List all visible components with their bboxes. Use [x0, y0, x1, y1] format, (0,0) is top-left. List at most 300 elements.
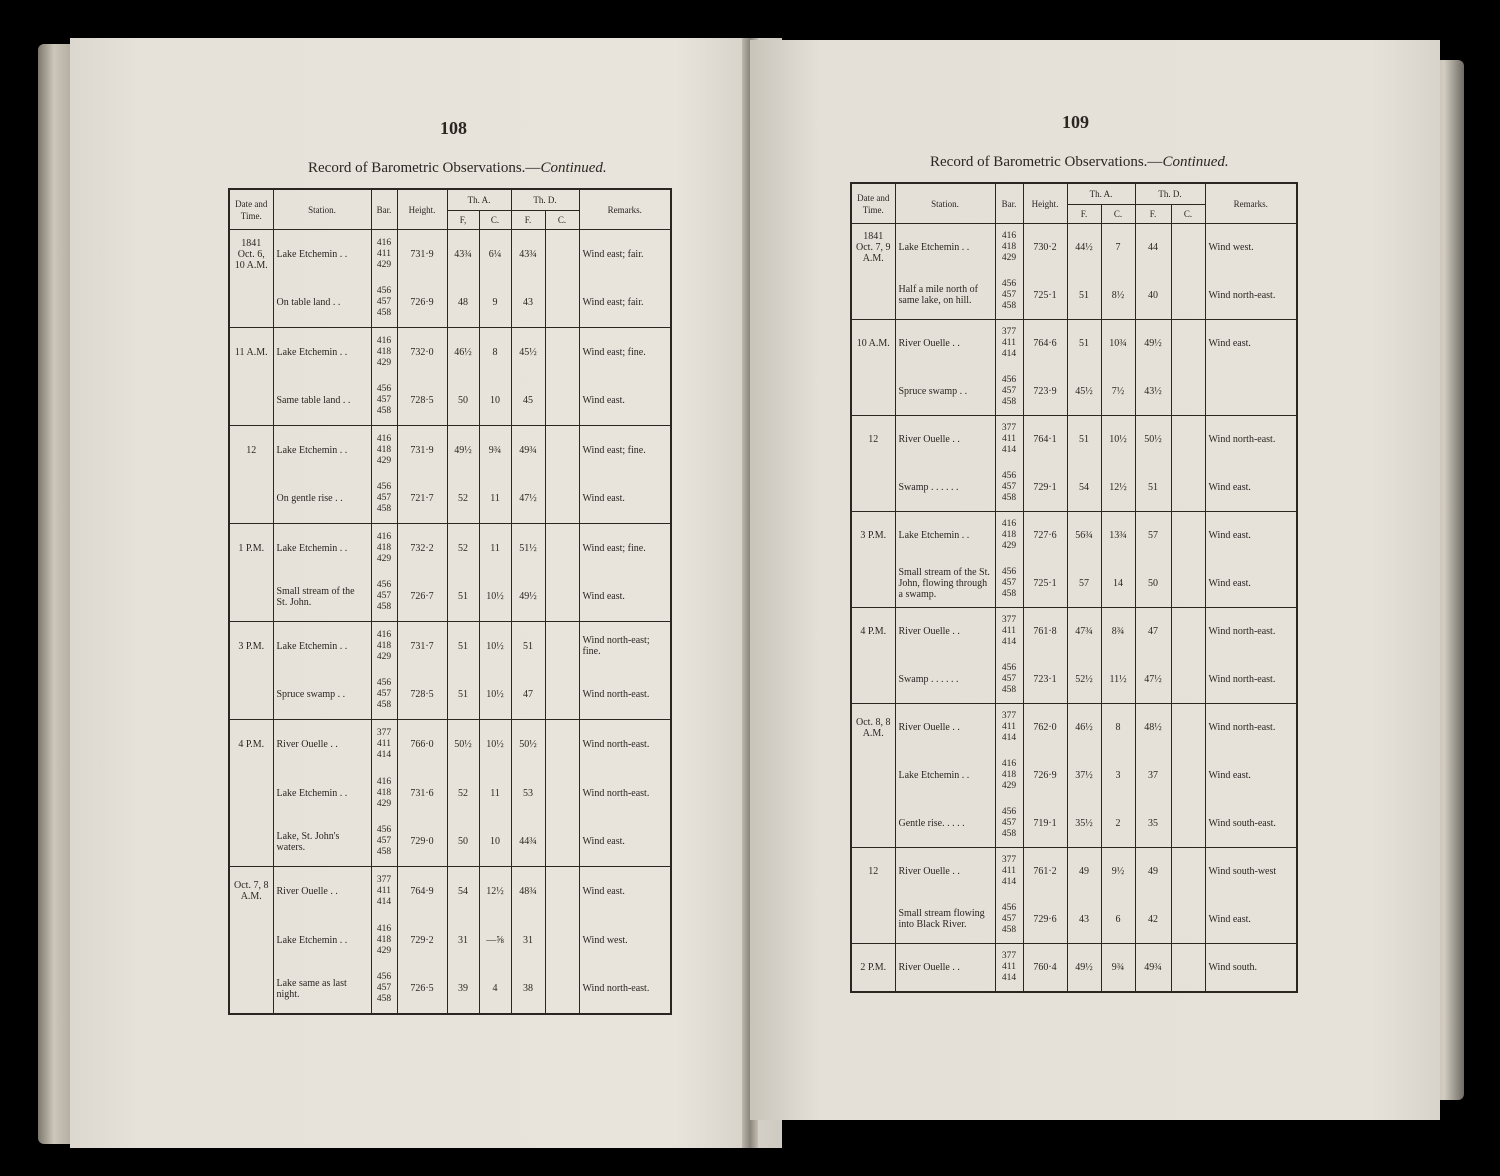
col-remarks: Remarks. [579, 189, 671, 230]
date-time-cell: 4 P.M. [229, 720, 273, 769]
table-row [851, 368, 1297, 416]
col-th-d-c: C. [545, 211, 579, 230]
height-cell: 728·5 [397, 671, 447, 720]
remarks-cell: Wind north-east. [579, 965, 671, 1014]
th-d-c-cell [1171, 608, 1205, 656]
page-right [750, 40, 1440, 1120]
bar-cell: 456 457 458 [995, 800, 1023, 848]
th-d-c-cell [1171, 848, 1205, 896]
station-cell: Lake same as last night. [273, 965, 371, 1014]
date-time-cell: 1841 Oct. 7, 9 A.M. [851, 224, 895, 272]
height-cell: 732·2 [397, 524, 447, 573]
remarks-cell: Wind north-east. [1205, 416, 1297, 464]
remarks-cell: Wind east. [1205, 320, 1297, 368]
th-a-f-cell: 49½ [447, 426, 479, 475]
th-a-c-cell: 4 [479, 965, 511, 1014]
remarks-cell: Wind east; fine. [579, 328, 671, 377]
date-time-cell [229, 671, 273, 720]
th-d-f-cell: 49 [1135, 848, 1171, 896]
th-d-c-cell [545, 573, 579, 622]
th-a-f-cell: 35½ [1067, 800, 1101, 848]
th-d-c-cell [545, 818, 579, 867]
height-cell: 726·9 [397, 279, 447, 328]
col-th-a: Th. A. [1067, 183, 1135, 205]
bar-cell: 456 457 458 [371, 475, 397, 524]
bar-cell: 416 418 429 [371, 622, 397, 671]
remarks-cell: Wind east. [579, 867, 671, 916]
table-row [851, 464, 1297, 512]
th-a-f-cell: 57 [1067, 560, 1101, 608]
table-row [851, 608, 1297, 656]
th-a-c-cell: 8 [479, 328, 511, 377]
height-cell: 729·1 [1023, 464, 1067, 512]
th-d-f-cell: 47 [1135, 608, 1171, 656]
height-cell: 721·7 [397, 475, 447, 524]
remarks-cell: Wind east. [1205, 896, 1297, 944]
th-a-c-cell: 10 [479, 377, 511, 426]
col-th-d-f: F. [1135, 205, 1171, 224]
station-cell: Small stream of the St. John. [273, 573, 371, 622]
th-d-c-cell [545, 916, 579, 965]
th-a-c-cell: 10½ [479, 671, 511, 720]
station-cell: Lake Etchemin . . [895, 752, 995, 800]
table-row [229, 916, 671, 965]
th-d-f-cell: 37 [1135, 752, 1171, 800]
th-a-f-cell: 37½ [1067, 752, 1101, 800]
th-d-f-cell: 50½ [1135, 416, 1171, 464]
th-a-c-cell: 7 [1101, 224, 1135, 272]
th-a-f-cell: 51 [447, 671, 479, 720]
th-d-f-cell: 47½ [1135, 656, 1171, 704]
bar-cell: 416 418 429 [371, 328, 397, 377]
th-d-c-cell [1171, 464, 1205, 512]
th-d-f-cell: 51 [1135, 464, 1171, 512]
bar-cell: 456 457 458 [995, 464, 1023, 512]
col-th-d-c: C. [1171, 205, 1205, 224]
th-d-f-cell: 49¾ [1135, 944, 1171, 992]
date-time-cell: 12 [229, 426, 273, 475]
th-a-f-cell: 46½ [447, 328, 479, 377]
table-row [229, 524, 671, 573]
height-cell: 728·5 [397, 377, 447, 426]
col-height: Height. [1023, 183, 1067, 224]
height-cell: 731·6 [397, 769, 447, 818]
page-left [70, 38, 782, 1148]
bar-cell: 456 457 458 [371, 818, 397, 867]
th-a-c-cell: 7½ [1101, 368, 1135, 416]
th-d-c-cell [1171, 752, 1205, 800]
station-cell: Lake Etchemin . . [273, 524, 371, 573]
date-time-cell: 12 [851, 848, 895, 896]
date-time-cell: 3 P.M. [229, 622, 273, 671]
station-cell: River Ouelle . . [895, 704, 995, 752]
table-row [229, 671, 671, 720]
th-d-f-cell: 53 [511, 769, 545, 818]
remarks-cell: Wind west. [1205, 224, 1297, 272]
remarks-cell: Wind east. [1205, 752, 1297, 800]
col-bar: Bar. [371, 189, 397, 230]
th-d-c-cell [545, 524, 579, 573]
col-th-a: Th. A. [447, 189, 511, 211]
th-a-c-cell: 2 [1101, 800, 1135, 848]
th-a-c-cell: 10½ [479, 622, 511, 671]
th-d-f-cell: 48¾ [511, 867, 545, 916]
height-cell: 732·0 [397, 328, 447, 377]
table-row [851, 944, 1297, 992]
th-d-f-cell: 43 [511, 279, 545, 328]
th-d-c-cell [1171, 800, 1205, 848]
th-a-c-cell: 9 [479, 279, 511, 328]
page-number: 109 [1062, 112, 1089, 132]
height-cell: 723·1 [1023, 656, 1067, 704]
station-cell: Swamp . . . . . . [895, 656, 995, 704]
th-a-c-cell: 9½ [1101, 848, 1135, 896]
station-cell: Small stream of the St. John, flowing through a swamp. [895, 560, 995, 608]
th-a-c-cell: 6 [1101, 896, 1135, 944]
remarks-cell: Wind east; fair. [579, 279, 671, 328]
remarks-cell: Wind north-east. [1205, 704, 1297, 752]
open-book [30, 30, 1470, 1165]
station-cell: River Ouelle . . [895, 944, 995, 992]
remarks-cell: Wind south-east. [1205, 800, 1297, 848]
height-cell: 729·6 [1023, 896, 1067, 944]
station-cell: Lake Etchemin . . [273, 622, 371, 671]
th-a-f-cell: 51 [1067, 320, 1101, 368]
bar-cell: 377 411 414 [995, 848, 1023, 896]
date-time-cell [851, 656, 895, 704]
date-time-cell [229, 818, 273, 867]
th-a-c-cell: 9¾ [479, 426, 511, 475]
station-cell: River Ouelle . . [895, 608, 995, 656]
th-d-c-cell [545, 867, 579, 916]
height-cell: 726·5 [397, 965, 447, 1014]
th-a-c-cell: 10½ [479, 720, 511, 769]
th-d-c-cell [1171, 560, 1205, 608]
station-cell: Same table land . . [273, 377, 371, 426]
th-a-f-cell: 39 [447, 965, 479, 1014]
th-d-c-cell [545, 720, 579, 769]
station-cell: Half a mile north of same lake, on hill. [895, 272, 995, 320]
date-time-cell: 12 [851, 416, 895, 464]
th-a-c-cell: 13¾ [1101, 512, 1135, 560]
date-time-cell [229, 573, 273, 622]
table-row [851, 560, 1297, 608]
th-a-f-cell: 31 [447, 916, 479, 965]
table-row [229, 965, 671, 1014]
date-time-cell: 11 A.M. [229, 328, 273, 377]
station-cell: Lake Etchemin . . [895, 512, 995, 560]
th-a-f-cell: 51 [447, 573, 479, 622]
station-cell: Lake Etchemin . . [273, 230, 371, 279]
date-time-cell [851, 752, 895, 800]
station-cell: Small stream flowing into Black River. [895, 896, 995, 944]
th-a-c-cell: 8½ [1101, 272, 1135, 320]
height-cell: 726·7 [397, 573, 447, 622]
remarks-cell: Wind north-east. [1205, 608, 1297, 656]
th-d-c-cell [545, 230, 579, 279]
th-d-f-cell: 35 [1135, 800, 1171, 848]
th-a-c-cell: 11½ [1101, 656, 1135, 704]
station-cell: River Ouelle . . [273, 720, 371, 769]
th-d-f-cell: 50 [1135, 560, 1171, 608]
th-d-c-cell [545, 475, 579, 524]
table-row [851, 656, 1297, 704]
table-row [229, 328, 671, 377]
th-a-c-cell: 10¾ [1101, 320, 1135, 368]
station-cell: River Ouelle . . [895, 320, 995, 368]
table-row [229, 475, 671, 524]
table-row [851, 416, 1297, 464]
col-station: Station. [273, 189, 371, 230]
bar-cell: 416 418 429 [371, 426, 397, 475]
station-cell: Lake, St. John's waters. [273, 818, 371, 867]
date-time-cell [851, 464, 895, 512]
th-d-f-cell: 48½ [1135, 704, 1171, 752]
height-cell: 762·0 [1023, 704, 1067, 752]
remarks-cell: Wind east. [579, 818, 671, 867]
height-cell: 727·6 [1023, 512, 1067, 560]
remarks-cell: Wind north-east. [1205, 272, 1297, 320]
bar-cell: 416 418 429 [995, 752, 1023, 800]
th-d-f-cell: 57 [1135, 512, 1171, 560]
th-a-f-cell: 51 [1067, 416, 1101, 464]
th-d-f-cell: 40 [1135, 272, 1171, 320]
th-d-f-cell: 51 [511, 622, 545, 671]
date-time-cell [851, 560, 895, 608]
th-d-c-cell [545, 965, 579, 1014]
th-d-f-cell: 38 [511, 965, 545, 1014]
bar-cell: 416 418 429 [995, 224, 1023, 272]
remarks-cell: Wind north-east. [1205, 656, 1297, 704]
bar-cell: 377 411 414 [371, 867, 397, 916]
col-th-a-c: C. [479, 211, 511, 230]
bar-cell: 456 457 458 [371, 965, 397, 1014]
page-title: Record of Barometric Observations.—Continued. [308, 160, 607, 176]
col-th-a-f: F. [1067, 205, 1101, 224]
table-row [851, 800, 1297, 848]
date-time-cell [229, 279, 273, 328]
remarks-cell: Wind north-east. [579, 720, 671, 769]
col-th-d-f: F. [511, 211, 545, 230]
table-row [851, 704, 1297, 752]
height-cell: 760·4 [1023, 944, 1067, 992]
height-cell: 729·0 [397, 818, 447, 867]
remarks-cell: Wind west. [579, 916, 671, 965]
height-cell: 766·0 [397, 720, 447, 769]
page-number: 108 [440, 118, 467, 138]
bar-cell: 377 411 414 [995, 416, 1023, 464]
th-d-c-cell [545, 377, 579, 426]
bar-cell: 377 411 414 [371, 720, 397, 769]
station-cell: River Ouelle . . [273, 867, 371, 916]
height-cell: 725·1 [1023, 560, 1067, 608]
station-cell: River Ouelle . . [895, 416, 995, 464]
th-a-c-cell: 6¼ [479, 230, 511, 279]
th-a-c-cell: 11 [479, 769, 511, 818]
table-row [851, 272, 1297, 320]
th-d-c-cell [1171, 224, 1205, 272]
height-cell: 725·1 [1023, 272, 1067, 320]
th-a-f-cell: 56¾ [1067, 512, 1101, 560]
remarks-cell: Wind south. [1205, 944, 1297, 992]
th-a-c-cell: 10½ [479, 573, 511, 622]
station-cell: Spruce swamp . . [895, 368, 995, 416]
remarks-cell: Wind north-east; fine. [579, 622, 671, 671]
table-row [229, 426, 671, 475]
table-row [851, 848, 1297, 896]
th-d-f-cell: 47 [511, 671, 545, 720]
date-time-cell [851, 896, 895, 944]
th-a-c-cell: 3 [1101, 752, 1135, 800]
th-d-c-cell [545, 769, 579, 818]
station-cell: River Ouelle . . [895, 848, 995, 896]
date-time-cell: 3 P.M. [851, 512, 895, 560]
bar-cell: 456 457 458 [995, 656, 1023, 704]
height-cell: 726·9 [1023, 752, 1067, 800]
bar-cell: 377 411 414 [995, 704, 1023, 752]
date-time-cell: 2 P.M. [851, 944, 895, 992]
table-row [229, 769, 671, 818]
th-d-f-cell: 45 [511, 377, 545, 426]
page-title: Record of Barometric Observations.—Continued. [930, 154, 1229, 170]
col-th-d: Th. D. [1135, 183, 1205, 205]
height-cell: 761·8 [1023, 608, 1067, 656]
date-time-cell: 10 A.M. [851, 320, 895, 368]
table-row [229, 279, 671, 328]
height-cell: 729·2 [397, 916, 447, 965]
bar-cell: 456 457 458 [371, 671, 397, 720]
station-cell: Lake Etchemin . . [273, 769, 371, 818]
station-cell: On table land . . [273, 279, 371, 328]
col-height: Height. [397, 189, 447, 230]
height-cell: 730·2 [1023, 224, 1067, 272]
bar-cell: 416 418 429 [995, 512, 1023, 560]
remarks-cell: Wind east. [1205, 464, 1297, 512]
height-cell: 731·9 [397, 230, 447, 279]
remarks-cell: Wind east. [579, 377, 671, 426]
col-remarks: Remarks. [1205, 183, 1297, 224]
th-a-f-cell: 50 [447, 377, 479, 426]
bar-cell: 456 457 458 [995, 368, 1023, 416]
remarks-cell: Wind north-east. [579, 671, 671, 720]
table-row [229, 720, 671, 769]
th-d-c-cell [545, 426, 579, 475]
date-time-cell [229, 475, 273, 524]
height-cell: 764·9 [397, 867, 447, 916]
remarks-cell: Wind east; fine. [579, 524, 671, 573]
remarks-cell: Wind east; fine. [579, 426, 671, 475]
station-cell: Gentle rise. . . . . [895, 800, 995, 848]
date-time-cell: Oct. 7, 8 A.M. [229, 867, 273, 916]
th-a-c-cell: —⅝ [479, 916, 511, 965]
th-a-f-cell: 51 [1067, 272, 1101, 320]
bar-cell: 456 457 458 [371, 573, 397, 622]
th-a-f-cell: 51 [447, 622, 479, 671]
date-time-cell: 1841 Oct. 6, 10 A.M. [229, 230, 273, 279]
th-a-f-cell: 44½ [1067, 224, 1101, 272]
station-cell: On gentle rise . . [273, 475, 371, 524]
observations-table [850, 182, 1298, 993]
remarks-cell: Wind east. [579, 573, 671, 622]
date-time-cell [229, 769, 273, 818]
th-a-f-cell: 43¾ [447, 230, 479, 279]
th-a-f-cell: 47¾ [1067, 608, 1101, 656]
col-date-time: Date and Time. [229, 189, 273, 230]
bar-cell: 456 457 458 [995, 560, 1023, 608]
th-d-f-cell: 44 [1135, 224, 1171, 272]
th-d-f-cell: 31 [511, 916, 545, 965]
th-a-f-cell: 52 [447, 524, 479, 573]
th-a-f-cell: 49½ [1067, 944, 1101, 992]
table-row [229, 818, 671, 867]
th-a-c-cell: 11 [479, 524, 511, 573]
th-a-c-cell: 14 [1101, 560, 1135, 608]
height-cell: 719·1 [1023, 800, 1067, 848]
col-th-a-f: F, [447, 211, 479, 230]
height-cell: 764·1 [1023, 416, 1067, 464]
th-d-f-cell: 49½ [1135, 320, 1171, 368]
remarks-cell: Wind east; fair. [579, 230, 671, 279]
th-d-c-cell [545, 279, 579, 328]
table-row [851, 752, 1297, 800]
table-row [851, 224, 1297, 272]
table-row [229, 377, 671, 426]
bar-cell: 416 411 429 [371, 230, 397, 279]
th-a-c-cell: 10½ [1101, 416, 1135, 464]
date-time-cell [229, 965, 273, 1014]
col-th-d: Th. D. [511, 189, 579, 211]
th-a-c-cell: 8 [1101, 704, 1135, 752]
th-a-c-cell: 9¾ [1101, 944, 1135, 992]
th-a-f-cell: 45½ [1067, 368, 1101, 416]
th-d-c-cell [1171, 704, 1205, 752]
th-d-c-cell [1171, 512, 1205, 560]
col-bar: Bar. [995, 183, 1023, 224]
height-cell: 731·9 [397, 426, 447, 475]
th-a-c-cell: 12½ [1101, 464, 1135, 512]
th-a-f-cell: 50½ [447, 720, 479, 769]
bar-cell: 456 457 458 [371, 377, 397, 426]
station-cell: Lake Etchemin . . [273, 916, 371, 965]
th-d-f-cell: 42 [1135, 896, 1171, 944]
th-d-c-cell [1171, 896, 1205, 944]
col-date-time: Date and Time. [851, 183, 895, 224]
th-d-c-cell [1171, 416, 1205, 464]
bar-cell: 416 418 429 [371, 916, 397, 965]
th-a-f-cell: 50 [447, 818, 479, 867]
th-a-f-cell: 54 [1067, 464, 1101, 512]
table-row [229, 622, 671, 671]
th-a-f-cell: 43 [1067, 896, 1101, 944]
th-a-c-cell: 8¾ [1101, 608, 1135, 656]
col-station: Station. [895, 183, 995, 224]
th-a-c-cell: 10 [479, 818, 511, 867]
bar-cell: 456 457 458 [371, 279, 397, 328]
th-d-f-cell: 43¾ [511, 230, 545, 279]
station-cell: Swamp . . . . . . [895, 464, 995, 512]
bar-cell: 377 411 414 [995, 320, 1023, 368]
th-d-c-cell [545, 671, 579, 720]
height-cell: 731·7 [397, 622, 447, 671]
th-d-c-cell [1171, 656, 1205, 704]
th-a-c-cell: 11 [479, 475, 511, 524]
th-d-c-cell [1171, 272, 1205, 320]
th-a-c-cell: 12½ [479, 867, 511, 916]
col-th-a-c: C. [1101, 205, 1135, 224]
table-row [851, 896, 1297, 944]
th-d-c-cell [1171, 320, 1205, 368]
date-time-cell [851, 368, 895, 416]
